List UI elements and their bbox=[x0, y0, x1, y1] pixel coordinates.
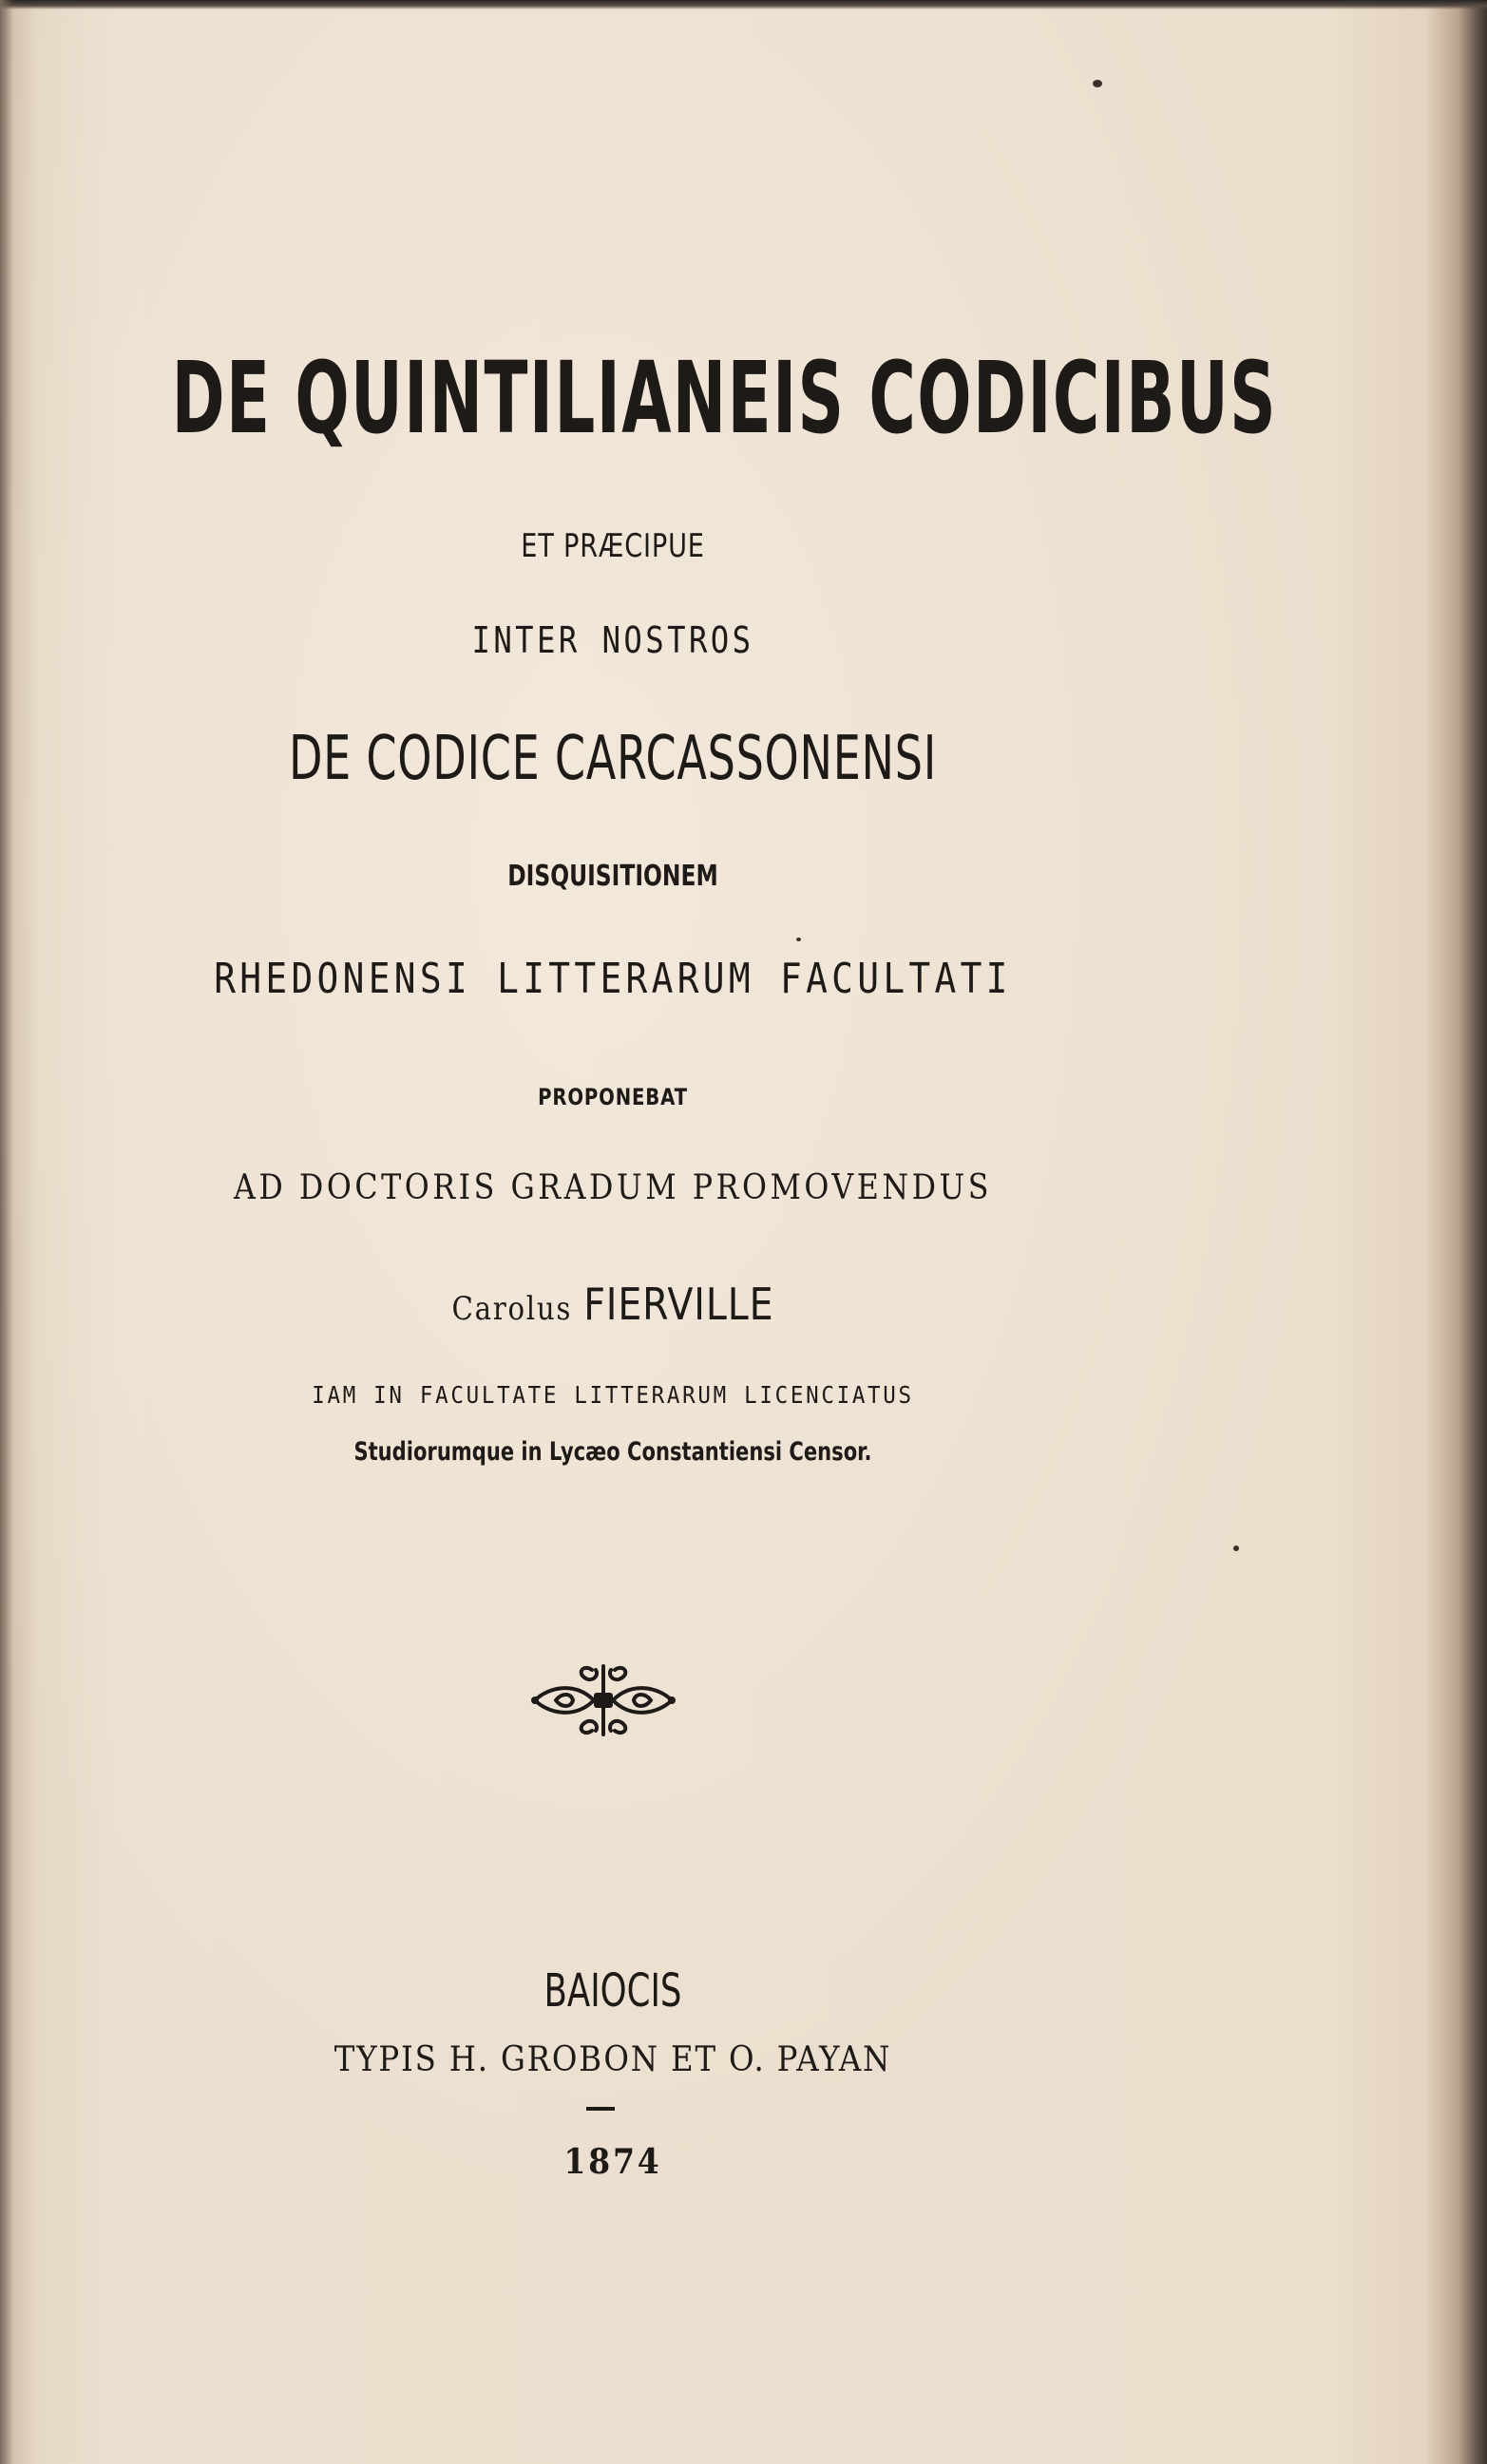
author-credential: IAM IN FACULTATE LITTERARUM LICENCIATUS bbox=[312, 1381, 914, 1409]
imprint-divider bbox=[586, 2107, 615, 2111]
subtitle-et-praecipue: ET PRÆCIPUE bbox=[521, 527, 705, 565]
book-title: DE QUINTILIANEIS CODICIBUS bbox=[171, 340, 1278, 456]
imprint-year: 1874 bbox=[563, 2142, 662, 2182]
left-edge-shadow bbox=[0, 0, 13, 2464]
faculty-line: RHEDONENSI LITTERARUM FACULTATI bbox=[214, 955, 1012, 1003]
top-edge-shadow bbox=[0, 0, 1487, 9]
degree-line: AD DOCTORIS GRADUM PROMOVENDUS bbox=[234, 1168, 992, 1207]
author-position: Studiorumque in Lycæo Constantiensi Censor. bbox=[353, 1437, 872, 1467]
subtitle-inter-nostros: INTER NOSTROS bbox=[471, 619, 754, 661]
paper-speck bbox=[796, 938, 801, 941]
subtitle-de-codice: DE CODICE CARCASSONENSI bbox=[288, 724, 938, 794]
imprint-place: BAIOCIS bbox=[543, 1964, 682, 2018]
author-given-name: Carolus bbox=[451, 1290, 573, 1328]
imprint-printer: TYPIS H. GROBON ET O. PAYAN bbox=[334, 2040, 892, 2079]
proponebat-line: PROPONEBAT bbox=[538, 1084, 688, 1110]
paper-speck bbox=[1093, 80, 1102, 87]
disquisitionem-line: DISQUISITIONEM bbox=[507, 860, 718, 893]
author-surname: FIERVILLE bbox=[583, 1279, 774, 1330]
paper-speck bbox=[1233, 1545, 1239, 1551]
author-name bbox=[86, 1279, 1139, 1330]
printers-ornament-icon bbox=[527, 1660, 679, 1740]
